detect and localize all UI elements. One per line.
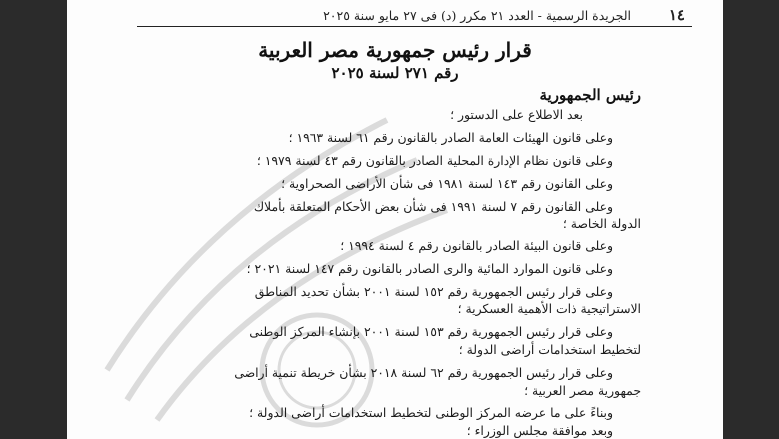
decree-number: رقم ٢٧١ لسنة ٢٠٢٥ — [331, 64, 459, 82]
right-dark-margin — [723, 0, 779, 439]
left-dark-margin — [0, 0, 67, 439]
preamble-line: الاستراتيجية ذات الأهمية العسكرية ؛ — [457, 301, 641, 316]
page-header — [67, 6, 723, 28]
preamble-line: الدولة الخاصة ؛ — [562, 216, 641, 231]
preamble-line: جمهورية مصر العربية ؛ — [524, 383, 641, 398]
preamble-line: وعلى قانون البيئة الصادر بالقانون رقم ٤ لسنة ١٩٩٤ ؛ — [340, 238, 613, 253]
preamble-line: وعلى قرار رئيس الجمهورية رقم ١٥٣ لسنة ٢٠٠١ بإنشاء المركز الوطنى — [249, 324, 613, 339]
preamble-line: وعلى قانون الهيئات العامة الصادر بالقانون رقم ٦١ لسنة ١٩٦٣ ؛ — [288, 130, 613, 145]
president-heading: رئيس الجمهورية — [539, 86, 641, 104]
preamble-line: وعلى قرار رئيس الجمهورية رقم ١٥٢ لسنة ٢٠٠١ بشأن تحديد المناطق — [254, 284, 613, 299]
preamble-line: بعد الاطلاع على الدستور ؛ — [450, 107, 583, 122]
preamble-line: وبعد موافقة مجلس الوزراء ؛ — [466, 423, 613, 438]
preamble-line: وبناءً على ما عرضه المركز الوطنى لتخطيط استخدامات أراضى الدولة ؛ — [249, 405, 613, 420]
header-rule — [137, 26, 692, 27]
preamble-line: وعلى قانون نظام الإدارة المحلية الصادر بالقانون رقم ٤٣ لسنة ١٩٧٩ ؛ — [256, 153, 613, 168]
preamble-line: لتخطيط استخدامات أراضى الدولة ؛ — [458, 342, 641, 357]
preamble-line: وعلى القانون رقم ١٤٣ لسنة ١٩٨١ فى شأن الأراضى الصحراوية ؛ — [281, 176, 613, 191]
preamble-line: وعلى القانون رقم ٧ لسنة ١٩٩١ فى شأن بعض الأحكام المتعلقة بأملاك — [253, 199, 613, 214]
page-number: ١٤ — [668, 6, 685, 24]
preamble-line: وعلى قانون الموارد المائية والرى الصادر بالقانون رقم ١٤٧ لسنة ٢٠٢١ ؛ — [246, 261, 613, 276]
decree-title: قرار رئيس جمهورية مصر العربية — [258, 38, 532, 62]
document-page — [67, 0, 723, 439]
preamble-line: وعلى قرار رئيس الجمهورية رقم ٦٢ لسنة ٢٠١٨ بشأن خريطة تنمية أراضى — [234, 365, 613, 380]
gazette-header-text: الجريدة الرسمية - العدد ٢١ مكرر (د) فى ٢٧ مايو سنة ٢٠٢٥ — [323, 8, 631, 23]
